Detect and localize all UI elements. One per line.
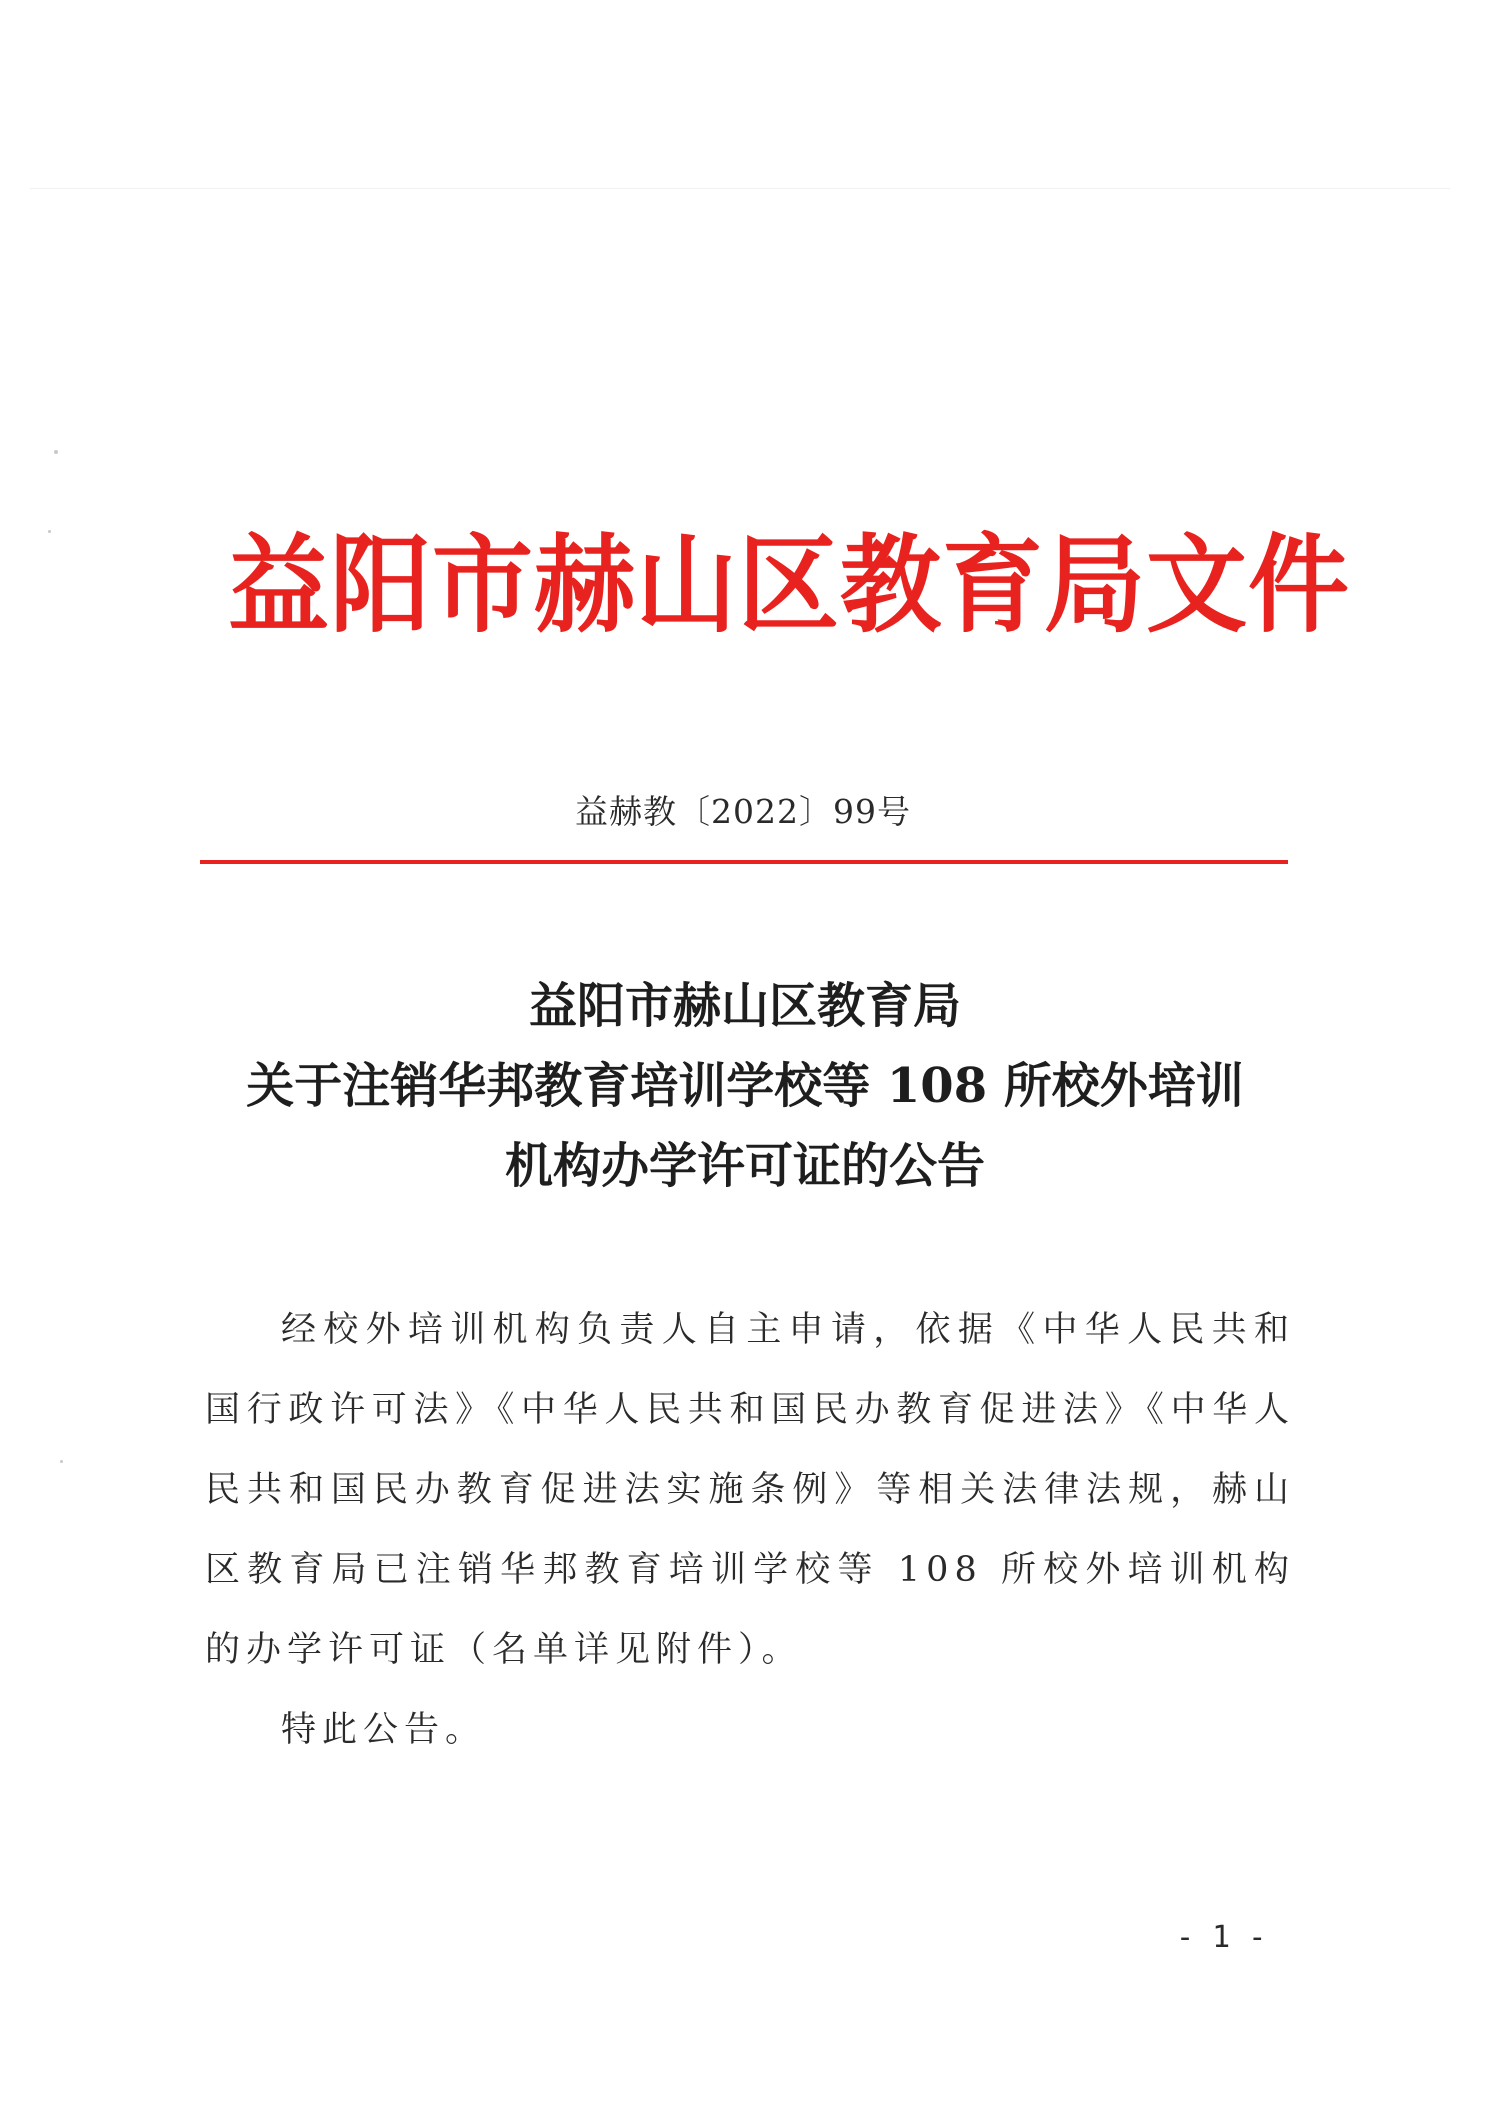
document-number: 益赫教〔2022〕99号 bbox=[575, 792, 911, 831]
scan-artifact-line bbox=[30, 188, 1450, 189]
notice-title-line-2: 关于注销华邦教育培训学校等 108 所校外培训 bbox=[246, 1058, 1244, 1114]
notice-title-line-1: 益阳市赫山区教育局 bbox=[528, 978, 961, 1034]
closing-line: 特此公告。 bbox=[281, 1710, 487, 1750]
scan-speck bbox=[54, 450, 58, 454]
red-divider-rule bbox=[200, 860, 1288, 864]
scan-speck bbox=[48, 530, 51, 533]
notice-title-line-3: 机构办学许可证的公告 bbox=[504, 1138, 985, 1194]
page-number: - 1 - bbox=[1176, 1920, 1267, 1955]
scan-speck bbox=[60, 1460, 63, 1463]
notice-title bbox=[180, 966, 1310, 1206]
body-paragraph: 经校外培训机构负责人自主申请，依据《中华人民共和国行政许可法》《中华人民共和国民办教育促进法》《中华人民共和国民办教育促进法实施条例》等相关法律法规，赫山区教育局已注销华邦教育培训学校等 108 所校外培训机构的办学许可证（名单详见附件）。 bbox=[205, 1310, 1295, 1670]
issuer-header-title: 益阳市赫山区教育局文件 bbox=[228, 522, 1351, 648]
notice-body bbox=[205, 1290, 1295, 1770]
